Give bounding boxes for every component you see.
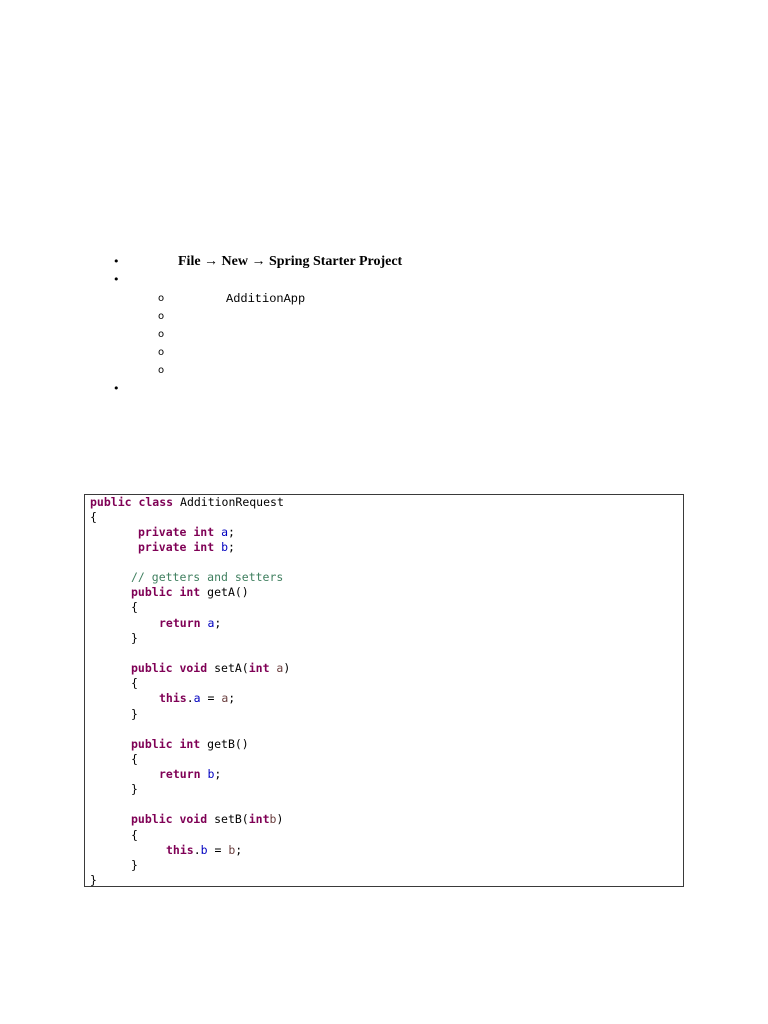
code-line-open-brace: { bbox=[131, 752, 138, 766]
code-line-field-a: private int a; bbox=[138, 525, 235, 539]
bullet-circle-icon: o bbox=[158, 311, 165, 322]
code-line-return-a: return a; bbox=[159, 616, 222, 630]
code-line-open-brace: { bbox=[131, 828, 138, 842]
code-line-open-brace: { bbox=[90, 510, 97, 524]
bullet-circle-icon: o bbox=[158, 365, 165, 376]
code-line-close-brace: } bbox=[131, 631, 138, 645]
code-line-assign-b: this.b = b; bbox=[166, 843, 243, 857]
menu-path-text: File → New → Spring Starter Project bbox=[178, 254, 403, 269]
code-line-close-brace: } bbox=[131, 858, 138, 872]
bullet-disc-icon: • bbox=[113, 382, 120, 395]
bullet-circle-icon: o bbox=[158, 293, 165, 304]
bullet-disc-icon: • bbox=[113, 255, 120, 268]
code-line-setB: public void setB(intb) bbox=[131, 812, 284, 826]
bullet-circle-icon: o bbox=[158, 329, 165, 340]
bullet-circle-icon: o bbox=[158, 347, 165, 358]
code-line-open-brace: { bbox=[131, 676, 138, 690]
code-line-close-brace: } bbox=[131, 782, 138, 796]
project-name-text: AdditionApp bbox=[226, 292, 306, 306]
code-line-assign-a: this.a = a; bbox=[159, 691, 236, 705]
code-line-return-b: return b; bbox=[159, 767, 222, 781]
code-line-class-decl: public class AdditionRequest bbox=[90, 495, 284, 509]
code-line-field-b: private int b; bbox=[138, 540, 235, 554]
bullet-disc-icon: • bbox=[113, 273, 120, 286]
code-line-close-brace: } bbox=[90, 873, 97, 887]
code-line-comment: // getters and setters bbox=[131, 570, 284, 584]
code-line-setA: public void setA(int a) bbox=[131, 661, 291, 675]
code-line-open-brace: { bbox=[131, 600, 138, 614]
code-line-close-brace: } bbox=[131, 707, 138, 721]
code-line-getA: public int getA() bbox=[131, 585, 249, 599]
code-line-getB: public int getB() bbox=[131, 737, 249, 751]
